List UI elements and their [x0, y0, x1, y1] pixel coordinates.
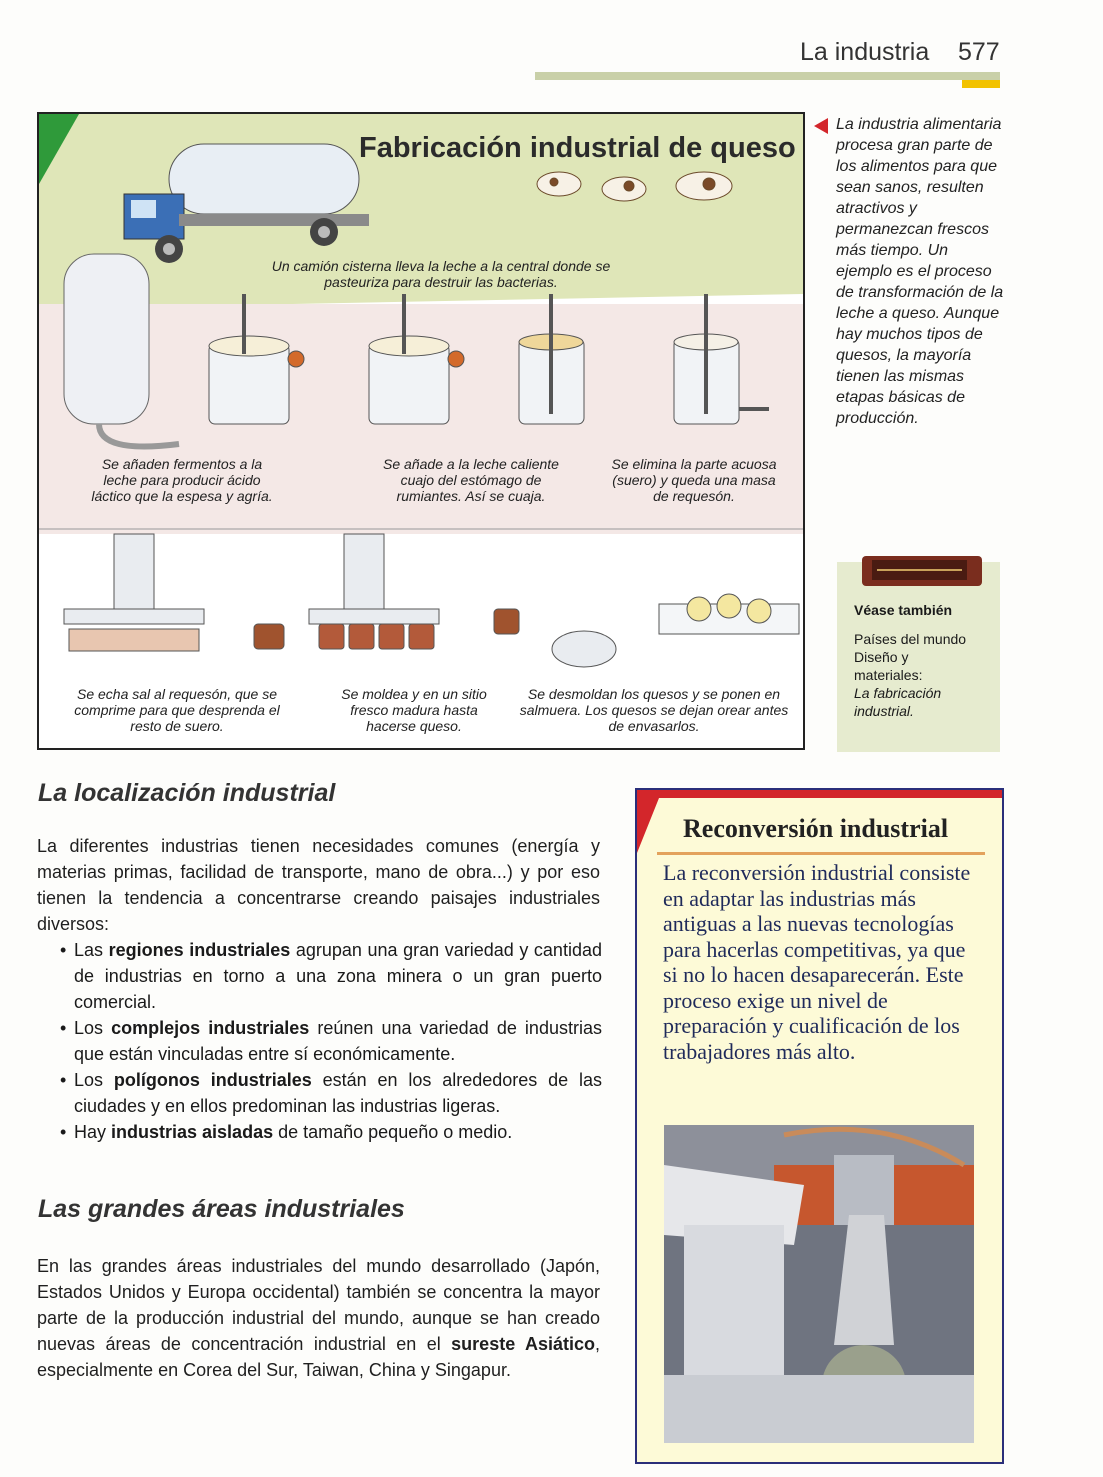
see-also-link[interactable]: Diseño y [854, 649, 909, 665]
section-heading: Las grandes áreas industriales [38, 1195, 405, 1223]
caption-step-1: Un camión cisterna lleva la leche a la central donde se pasteuriza para destruir las bacterias. [271, 258, 611, 290]
list-item: • Los polígonos industriales están en los alrededores de las ciudades y en ellos predominan las industrias ligeras. [60, 1067, 602, 1119]
brine-tray-icon [494, 594, 799, 667]
book-icon [862, 548, 1002, 588]
caption-step-6: Se moldea y en un sitio fresco madura hasta hacerse queso. [341, 686, 487, 734]
bullet-list [60, 937, 602, 1145]
box-corner-triangle [637, 798, 659, 853]
box-body: La reconversión industrial consiste en adaptar las industrias más antiguas a las nuevas tecnologías para hacerlas competitivas, ya que si no lo hacen desaparecerán. Este proceso exige un nivel de preparación y cualificación de los trabajadores más alto. [663, 860, 971, 1064]
header-accent-bar [962, 80, 1000, 88]
list-item: • Los complejos industriales reúnen una variedad de industrias que están vinculadas entre sí económicamente. [60, 1015, 602, 1067]
caption-step-2: Se añaden fermentos a la leche para producir ácido láctico que la espesa y agría. [91, 456, 273, 504]
mold-press-icon [309, 534, 439, 649]
running-header-title: La industria [800, 38, 930, 66]
see-also-link[interactable]: La fabricación [854, 685, 942, 701]
see-also-box [837, 562, 1000, 752]
see-also-link[interactable]: industrial. [854, 703, 914, 719]
header-rule [535, 72, 1000, 80]
see-also-title: Véase también [854, 602, 953, 618]
robot-factory-photo [664, 1125, 974, 1443]
section-heading: La localización industrial [38, 779, 336, 807]
diagram-title: Fabricación industrial de queso [359, 132, 796, 164]
box-title-rule [657, 852, 985, 855]
page-number: 577 [958, 38, 1000, 66]
side-note-marker [814, 118, 828, 134]
cheese-process-diagram [37, 112, 805, 750]
list-item: • Las regiones industriales agrupan una gran variedad y cantidad de industrias en torno a una zona minera o un gran puerto comercial. [60, 937, 602, 1015]
side-note: La industria alimentaria procesa gran parte de los alimentos para que sean sanos, resulten atractivos y permanezcan frescos más tiempo. Un ejemplo es el proceso de transformación de la leche a queso. Aunque hay muchos tipos de quesos, la mayoría tienen las mismas etapas básicas de producción. [836, 116, 1004, 427]
diagram-illustration [39, 114, 803, 748]
see-also-link[interactable]: materiales: [854, 667, 923, 683]
box-title: Reconversión industrial [683, 814, 949, 843]
caption-step-4: Se elimina la parte acuosa (suero) y queda una masa de requesón. [611, 456, 777, 504]
press-icon [64, 534, 284, 651]
box-top-bar [637, 790, 1002, 798]
list-item: • Hay industrias aisladas de tamaño pequeño o medio. [60, 1119, 602, 1145]
caption-step-7: Se desmoldan los quesos y se ponen en salmuera. Los quesos se dejan orear antes de envasarlos. [519, 686, 789, 734]
caption-step-5: Se echa sal al requesón, que se comprime para que desprenda el resto de suero. [74, 686, 280, 734]
section-intro: La diferentes industrias tienen necesidades comunes (energía y materias primas, facilidad de transporte, mano de obra...) y por eso tienen la tendencia a concentrarse creando paisajes industriales diversos: [37, 836, 600, 934]
see-also-link[interactable]: Países del mundo [854, 631, 967, 647]
section-paragraph: En las grandes áreas industriales del mundo desarrollado (Japón, Estados Unidos y Europa occidental) también se concentra la mayor parte de la producción industrial del mundo, aunque se han creado nuevas áreas de concentración industrial en el sureste Asiático, especialmente en Corea del Sur, Taiwan, China y Singapur. [37, 1256, 600, 1380]
caption-step-3: Se añade a la leche caliente cuajo del estómago de rumiantes. Así se cuaja. [383, 456, 559, 504]
